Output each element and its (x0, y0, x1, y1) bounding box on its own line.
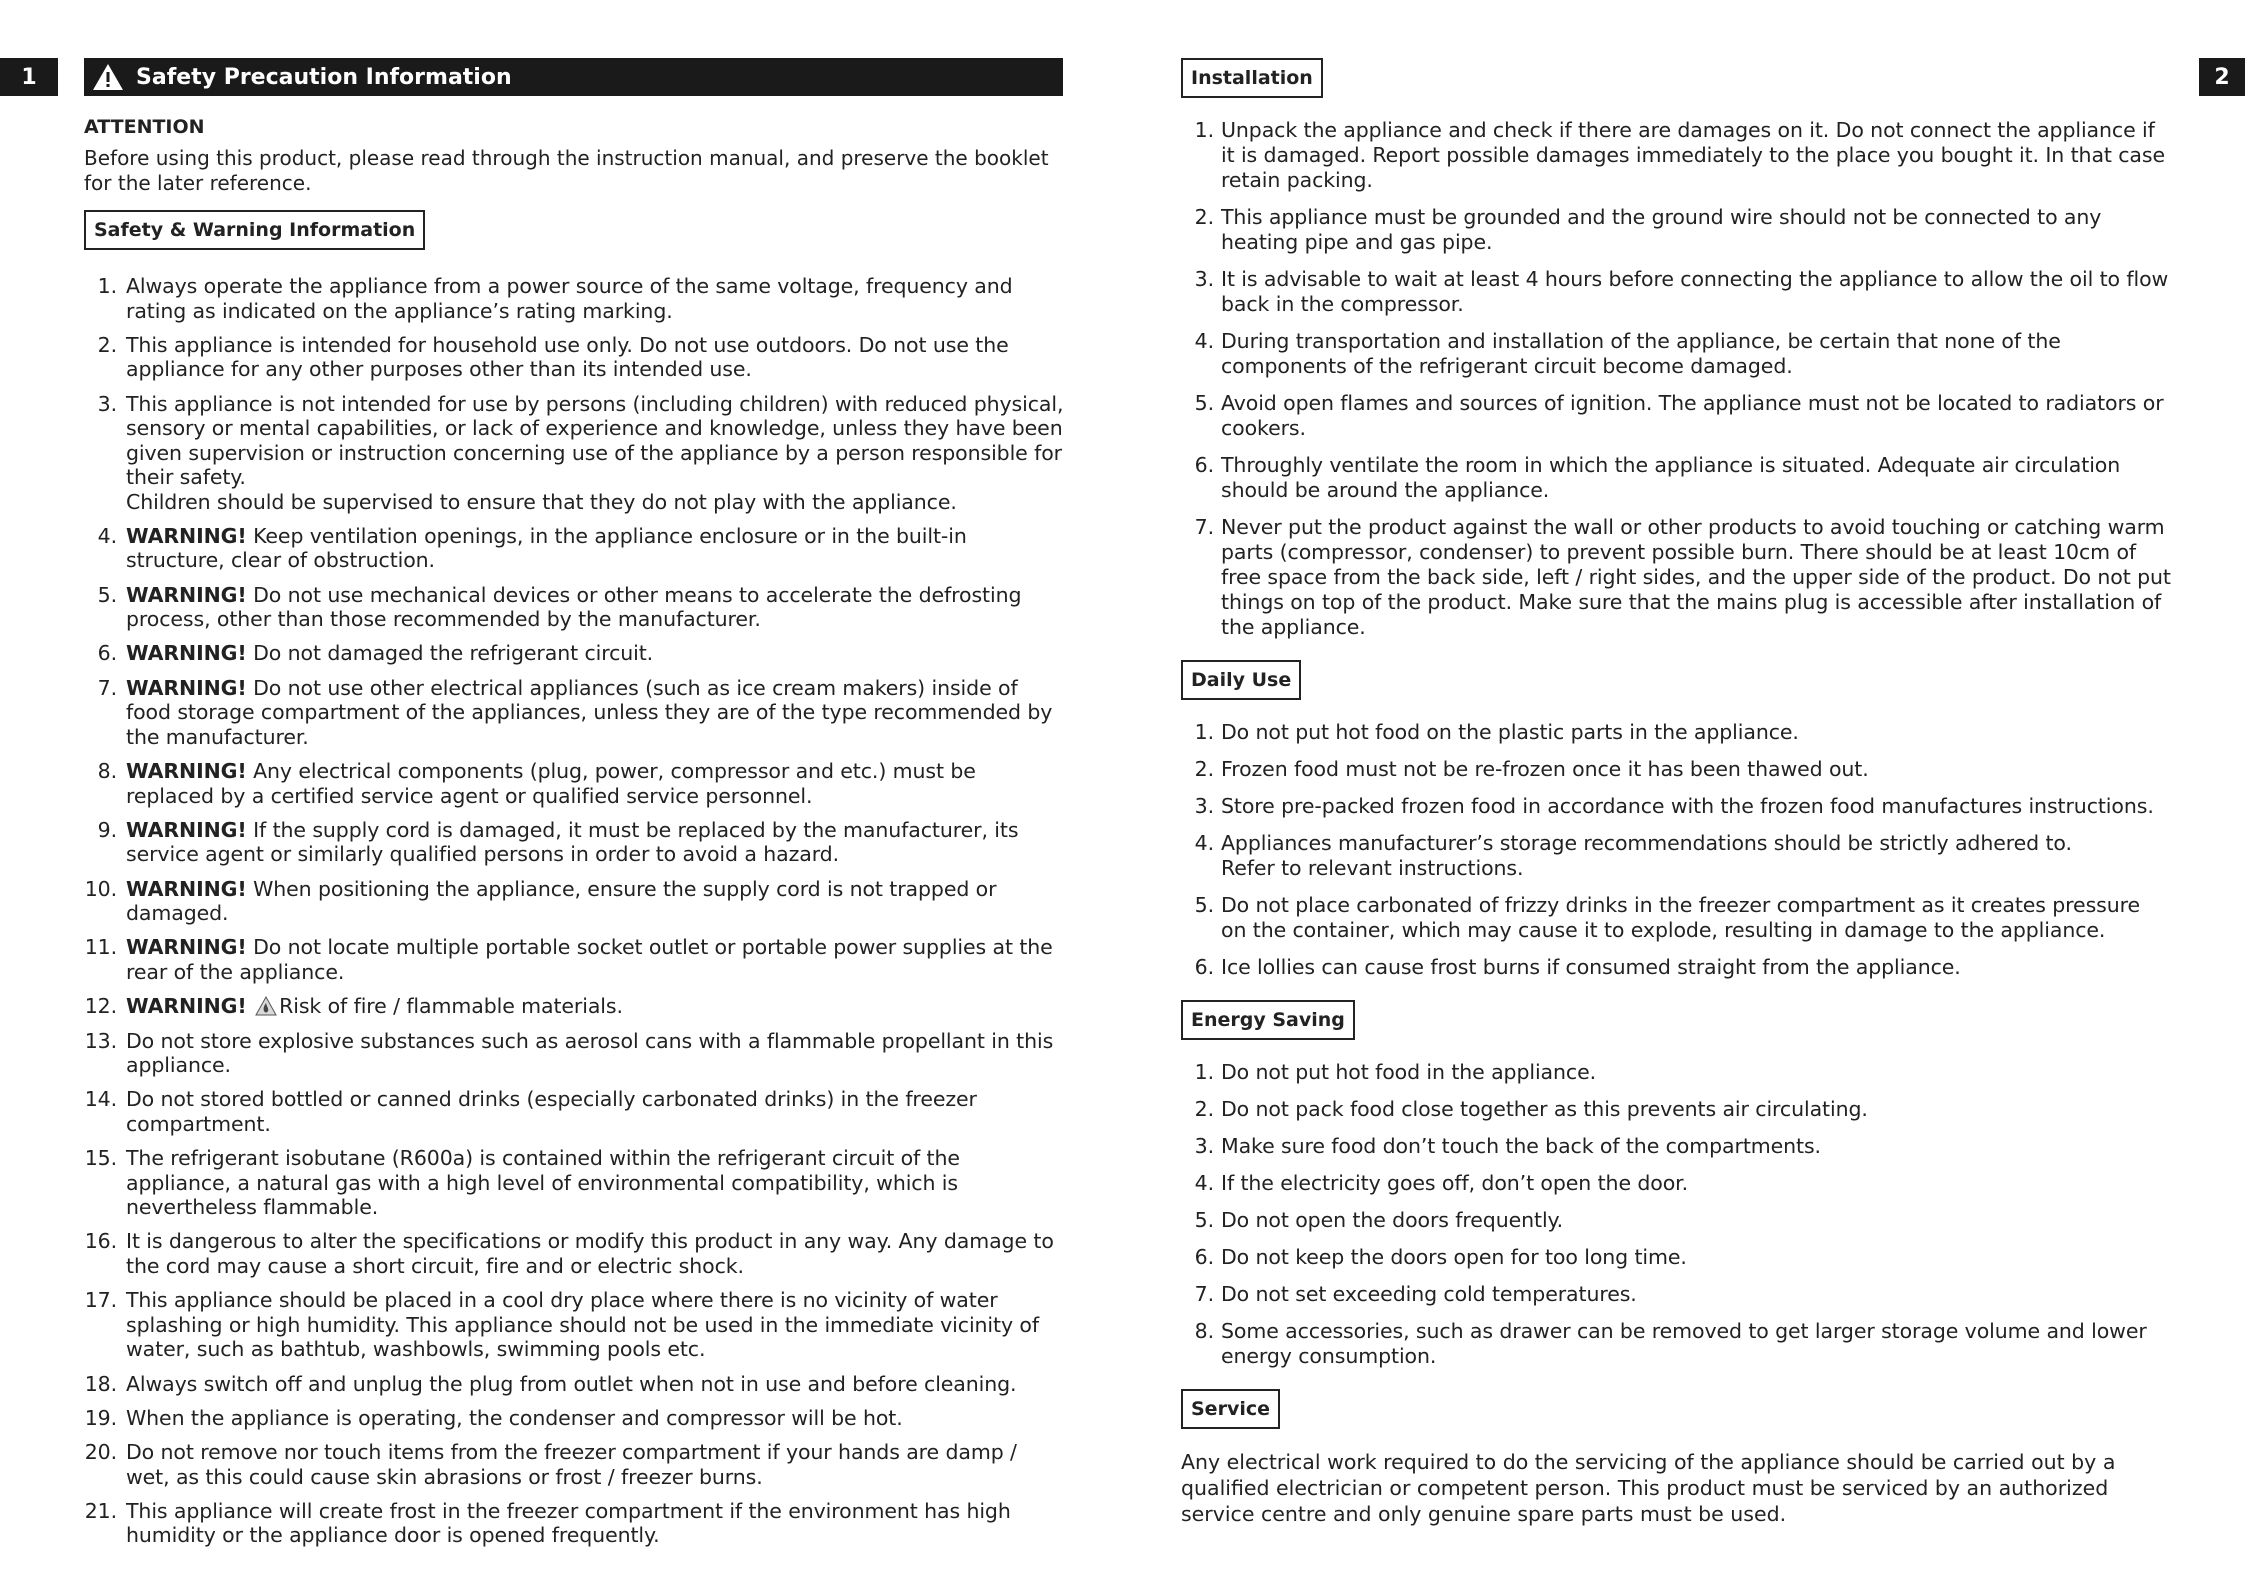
item-text: This appliance is not intended for use by persons (including children) with reduced physical, sensory or mental capabilities, or lack of experience and knowledge, unless they have been given supervision or instruction concerning use of the appliance by a person responsible for their safety. (126, 391, 1064, 490)
list-item (84, 1029, 1064, 1078)
item-text: During transportation and installation of the appliance, be certain that none of the components of the refrigerant circuit become damaged. (1221, 329, 2061, 378)
item-number: 2. (97, 332, 117, 357)
item-text: Do not store explosive substances such as aerosol cans with a flammable propellant in this appliance. (126, 1028, 1054, 1078)
item-text: Do not use mechanical devices or other means to accelerate the defrosting process, other than those recommended by the manufacturer. (126, 582, 1022, 632)
item-text: It is advisable to wait at least 4 hours before connecting the appliance to allow the oil to flow back in the compressor. (1221, 267, 2169, 316)
item-text: Always switch off and unplug the plug from outlet when not in use and before cleaning. (126, 1371, 1017, 1396)
item-number: 6. (1194, 1245, 1214, 1269)
warning-label: WARNING! (126, 641, 247, 666)
item-text: Avoid open flames and sources of ignition. The appliance must not be located to radiators or cookers. (1221, 391, 2164, 440)
item-text: Throughly ventilate the room in which the appliance is situated. Adequate air circulation should be around the appliance. (1221, 453, 2121, 502)
daily-use-section-title: Daily Use (1181, 660, 1301, 700)
list-item (84, 759, 1064, 808)
item-number: 6. (1194, 453, 1214, 477)
warning-label: WARNING! (126, 759, 247, 784)
item-text: Do not pack food close together as this prevents air circulating. (1221, 1097, 1868, 1121)
safety-header (84, 58, 1063, 96)
warning-label: WARNING! (126, 582, 247, 607)
list-item (84, 818, 1064, 867)
intro-text: Before using this product, please read through the instruction manual, and preserve the booklet for the later reference. (84, 146, 1049, 195)
list-item (1181, 1097, 2171, 1122)
list-item (1181, 1245, 2171, 1270)
item-number: 2. (1194, 1097, 1214, 1121)
list-item (84, 676, 1064, 750)
item-text: This appliance must be grounded and the ground wire should not be connected to any heating pipe and gas pipe. (1221, 205, 2102, 254)
warning-label: WARNING! (126, 994, 247, 1019)
item-number: 9. (97, 817, 117, 842)
item-text: Appliances manufacturer’s storage recommendations should be strictly adhered to. (1221, 831, 2072, 855)
item-number: 7. (97, 675, 117, 700)
daily-use-list (1181, 720, 2171, 980)
page-number-left: 1 (0, 58, 58, 96)
list-item (1181, 1134, 2171, 1159)
item-number: 10. (84, 876, 117, 901)
list-item (1181, 205, 2171, 255)
item-number: 19. (84, 1405, 117, 1430)
list-item (84, 994, 1064, 1019)
item-text: Do not stored bottled or canned drinks (especially carbonated drinks) in the freezer compartment. (126, 1087, 977, 1136)
warning-label: WARNING! (126, 876, 247, 901)
item-text-continued: Refer to relevant instructions. (1221, 856, 1524, 880)
item-number: 1. (1194, 118, 1214, 142)
item-number: 8. (97, 759, 117, 784)
service-section-title: Service (1181, 1389, 1280, 1429)
item-number: 5. (1194, 1208, 1214, 1232)
list-item (84, 1406, 1064, 1431)
page-number-right: 2 (2199, 58, 2245, 96)
safety-header-title: Safety Precaution Information (136, 64, 512, 90)
item-number: 15. (84, 1146, 117, 1171)
warning-triangle-icon (92, 63, 124, 91)
installation-section-title: Installation (1181, 58, 1323, 98)
item-number: 17. (84, 1288, 117, 1313)
item-text: Ice lollies can cause frost burns if consumed straight from the appliance. (1221, 955, 1961, 979)
item-text: It is dangerous to alter the specifications or modify this product in any way. Any damage to the cord may cause a short circuit, fire and or electric shock. (126, 1229, 1054, 1278)
list-item (84, 1288, 1064, 1362)
right-column (1181, 58, 2171, 1527)
item-text: Unpack the appliance and check if there are damages on it. Do not connect the appliance if it is damaged. Report possible damages immediately to the place you bought it. In that case retain packing. (1221, 118, 2165, 192)
item-number: 4. (1194, 329, 1214, 353)
item-text: Never put the product against the wall or other products to avoid touching or catching warm parts (compressor, condenser) to prevent possible burn. There should be at least 10cm of free space from the back side, left / right sides, and the upper side of the product. Do not put things on top of the product. Make sure that the mains plug is accessible after installation of the appliance. (1221, 515, 2171, 639)
warning-label: WARNING! (126, 935, 247, 960)
item-number: 7. (1194, 1282, 1214, 1306)
item-number: 4. (97, 523, 117, 548)
item-number: 5. (1194, 391, 1214, 415)
item-number: 18. (84, 1371, 117, 1396)
list-item (1181, 893, 2171, 943)
warning-label: WARNING! (126, 817, 247, 842)
list-item (84, 1146, 1064, 1220)
item-text: Do not put hot food in the appliance. (1221, 1060, 1597, 1084)
item-text: The refrigerant isobutane (R600a) is contained within the refrigerant circuit of the appliance, a natural gas with a high level of environmental compatibility, which is nevertheless flammable. (126, 1146, 960, 1220)
item-text-continued: Children should be supervised to ensure that they do not play with the appliance. (126, 489, 957, 514)
item-text: Do not put hot food on the plastic parts in the appliance. (1221, 720, 1799, 744)
left-column (84, 112, 1064, 1558)
item-text: Frozen food must not be re-frozen once it has been thawed out. (1221, 757, 1869, 781)
item-text: When the appliance is operating, the condenser and compressor will be hot. (126, 1405, 903, 1430)
item-number: 2. (1194, 757, 1214, 781)
item-number: 5. (1194, 893, 1214, 917)
item-number: 12. (84, 994, 117, 1019)
list-item (1181, 118, 2171, 193)
item-text: When positioning the appliance, ensure the supply cord is not trapped or damaged. (126, 876, 997, 926)
item-number: 8. (1194, 1319, 1214, 1343)
item-text: Do not damaged the refrigerant circuit. (253, 641, 654, 666)
list-item (84, 274, 1064, 323)
item-text: Risk of fire / flammable materials. (279, 994, 623, 1019)
list-item (1181, 1060, 2171, 1085)
list-item (1181, 267, 2171, 317)
item-text: Do not keep the doors open for too long time. (1221, 1245, 1687, 1269)
item-text: Store pre-packed frozen food in accordance with the frozen food manufactures instructions. (1221, 794, 2154, 818)
list-item (1181, 453, 2171, 503)
item-text: Do not locate multiple portable socket outlet or portable power supplies at the rear of the appliance. (126, 935, 1053, 984)
list-item (1181, 955, 2171, 980)
item-text: Keep ventilation openings, in the appliance enclosure or in the built-in structure, clear of obstruction. (126, 523, 967, 573)
list-item (1181, 1171, 2171, 1196)
item-number: 5. (97, 582, 117, 607)
list-item (84, 1440, 1064, 1489)
item-text: Do not use other electrical appliances (such as ice cream makers) inside of food storage compartment of the appliances, unless they are of the type recommended by the manufacturer. (126, 675, 1053, 749)
item-number: 1. (1194, 720, 1214, 744)
list-item (1181, 515, 2171, 640)
service-text: Any electrical work required to do the servicing of the appliance should be carried out by a qualified electrician or competent person. This product must be serviced by an authorized service centre and only genuine spare parts must be used. (1181, 1450, 2116, 1526)
safety-warning-section-title: Safety & Warning Information (84, 210, 425, 250)
item-text: This appliance should be placed in a cool dry place where there is no vicinity of water splashing or high humidity. This appliance should not be used in the immediate vicinity of water, such as bathtub, washbowls, swimming pools etc. (126, 1288, 1039, 1362)
list-item (1181, 1319, 2171, 1369)
item-text: Do not place carbonated of frizzy drinks in the freezer compartment as it creates pressure on the container, which may cause it to explode, resulting in damage to the appliance. (1221, 893, 2141, 942)
item-number: 6. (1194, 955, 1214, 979)
installation-list (1181, 118, 2171, 640)
item-text: Make sure food don’t touch the back of the compartments. (1221, 1134, 1821, 1158)
item-text: Some accessories, such as drawer can be removed to get larger storage volume and lower energy consumption. (1221, 1319, 2147, 1368)
item-number: 13. (84, 1028, 117, 1053)
list-item (84, 877, 1064, 926)
list-item (1181, 720, 2171, 745)
item-text: Do not set exceeding cold temperatures. (1221, 1282, 1637, 1306)
item-number: 1. (97, 274, 117, 298)
list-item (1181, 757, 2171, 782)
list-item (1181, 391, 2171, 441)
list-item (84, 392, 1064, 515)
item-number: 3. (1194, 1134, 1214, 1158)
list-item (1181, 1282, 2171, 1307)
list-item (84, 935, 1064, 984)
item-text: If the electricity goes off, don’t open the door. (1221, 1171, 1689, 1195)
item-number: 6. (97, 641, 117, 666)
item-number: 20. (84, 1440, 117, 1465)
item-text: Any electrical components (plug, power, compressor and etc.) must be replaced by a certified service agent or qualified service personnel. (126, 759, 976, 808)
item-text: Do not open the doors frequently. (1221, 1208, 1564, 1232)
energy-saving-section-title: Energy Saving (1181, 1000, 1355, 1040)
item-number: 14. (84, 1087, 117, 1112)
item-number: 3. (1194, 267, 1214, 291)
list-item (1181, 831, 2171, 881)
item-number: 3. (1194, 794, 1214, 818)
list-item (84, 583, 1064, 632)
item-number: 2. (1194, 205, 1214, 229)
item-text: Do not remove nor touch items from the freezer compartment if your hands are damp / wet, as this could cause skin abrasions or frost / freezer burns. (126, 1440, 1017, 1489)
item-number: 16. (84, 1229, 117, 1254)
item-number: 4. (1194, 1171, 1214, 1195)
list-item (84, 1499, 1064, 1548)
safety-warning-list (84, 274, 1064, 1548)
attention-label: ATTENTION (84, 116, 205, 138)
item-text: This appliance will create frost in the freezer compartment if the environment has high humidity or the appliance door is opened frequently. (126, 1498, 1011, 1548)
item-text: Always operate the appliance from a power source of the same voltage, frequency and rating as indicated on the appliance’s rating marking. (126, 274, 1013, 323)
item-number: 3. (97, 391, 117, 416)
warning-label: WARNING! (126, 523, 247, 548)
list-item (84, 1087, 1064, 1136)
item-number: 7. (1194, 515, 1214, 539)
item-number: 11. (84, 935, 117, 960)
list-item (1181, 1208, 2171, 1233)
item-number: 1. (1194, 1060, 1214, 1084)
item-number: 4. (1194, 831, 1214, 855)
item-text: If the supply cord is damaged, it must be replaced by the manufacturer, its service agent or similarly qualified persons in order to avoid a hazard. (126, 817, 1019, 867)
flammable-warning-icon (255, 996, 277, 1016)
item-number: 21. (84, 1498, 117, 1523)
warning-label: WARNING! (126, 675, 247, 700)
list-item (84, 333, 1064, 382)
item-text: This appliance is intended for household use only. Do not use outdoors. Do not use the appliance for any other purposes other than its intended use. (126, 332, 1009, 382)
list-item (84, 1229, 1064, 1278)
list-item (84, 641, 1064, 666)
list-item (84, 524, 1064, 573)
list-item (1181, 329, 2171, 379)
list-item (84, 1372, 1064, 1397)
energy-saving-list (1181, 1060, 2171, 1369)
list-item (1181, 794, 2171, 819)
